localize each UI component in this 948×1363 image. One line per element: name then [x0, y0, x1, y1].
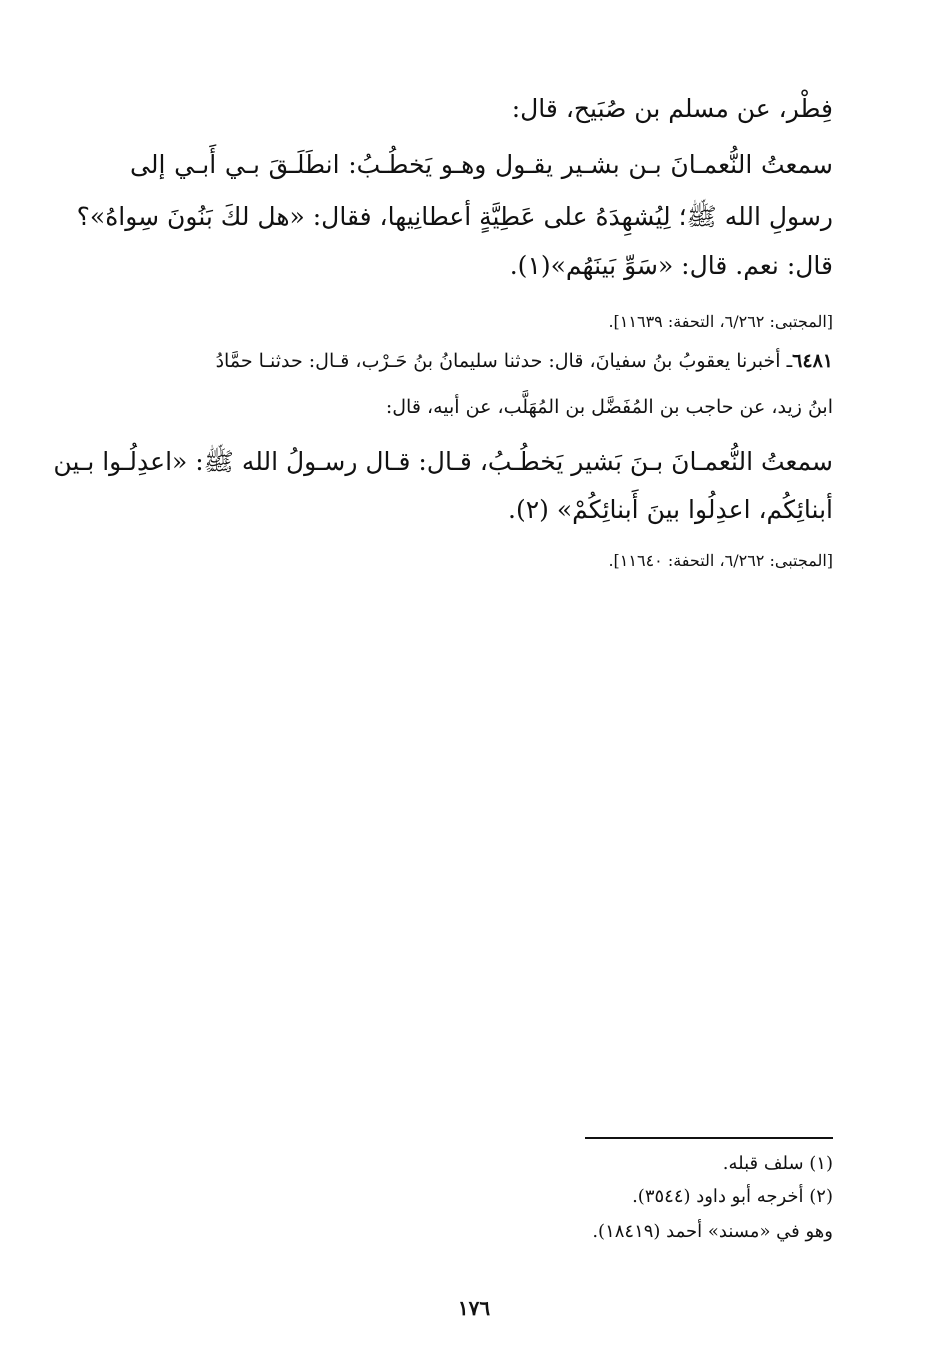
- text-line-7: سمعتُ النُّعمـانَ بـنَ بَشير يَخطُـبُ، قـال: قـال رسـولُ الله ﷺ: «اعدِلُـوا بـين: [53, 447, 833, 476]
- reference-line-1: [المجتبى: ٦/٢٦٢، التحفة: ١١٦٣٩].: [608, 312, 833, 331]
- text-line-3: رسولِ الله ﷺ؛ لِيُشهِدَهُ على عَطِيَّةٍ أعطانِيها، فقال: «هل لكَ بَنُونَ سِواهُ»؟: [76, 202, 833, 231]
- hadith-header-line: [216, 350, 833, 372]
- footnote-1: (١) سلف قبله.: [722, 1153, 833, 1174]
- text-line-4: قال: نعم. قال: «سَوِّ بَينَهُم»(١).: [509, 251, 833, 280]
- text-line-8: أبنائِكُم، اعدِلُوا بينَ أَبنائِكُمْ» (٢).: [508, 495, 833, 524]
- isnad-line-1: ـ أخبرنا يعقوبُ بنُ سفيانَ، قال: حدثنا سليمانُ بنُ حَـرْب، قـال: حدثنـا حمَّادُ: [215, 350, 793, 372]
- reference-line-2: [المجتبى: ٦/٢٦٢، التحفة: ١١٦٤٠].: [608, 551, 833, 570]
- text-line-1: فِطْر، عن مسلم بن صُبَيح، قال:: [511, 94, 833, 123]
- footnote-3: وهو في «مسند» أحمد (١٨٤١٩).: [592, 1221, 833, 1242]
- page-number: ١٧٦: [457, 1296, 491, 1320]
- footnote-separator: [585, 1137, 833, 1139]
- hadith-number: ٦٤٨١: [792, 350, 833, 372]
- text-line-2: سمعتُ النُّعمـانَ بـن بشـير يقـول وهـو يَخطُـبُ: انطَلَـقَ بـي أَبـي إلى: [130, 150, 833, 179]
- footnote-2: (٢) أخرجه أبو داود (٣٥٤٤).: [632, 1186, 833, 1207]
- isnad-line-2: ابنُ زيد، عن حاجب بن المُفَضَّل بن المُهَلَّب، عن أبيه، قال:: [385, 396, 833, 418]
